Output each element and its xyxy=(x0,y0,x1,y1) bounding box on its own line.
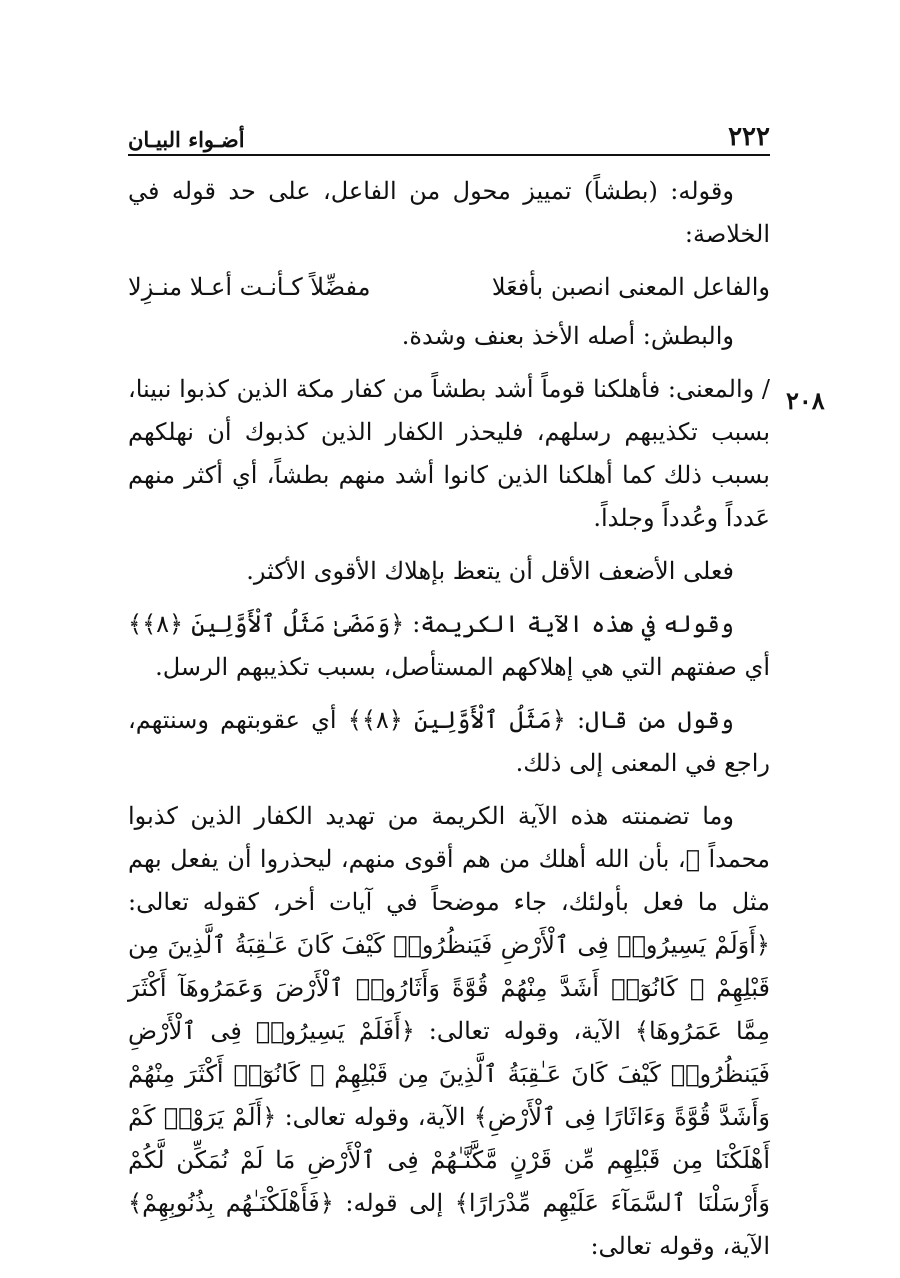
paragraph-threat: وما تضمنته هذه الآية الكريمة من تهديد الكفار الذين كذبوا محمداً ﷺ، بأن الله أهلك من هم أقوى منهم، ليحذروا أن يفعل بهم مثل ما فعل بأولئك، جاء موضحاً في آيات أخر، كقوله تعالى: ﴿أَوَلَمْ يَسِيرُوا۟ فِى ٱلْأَرْضِ فَيَنظُرُوا۟ كَيْفَ كَانَ عَـٰقِبَةُ ٱلَّذِينَ مِن قَبْلِهِمْ ۚ كَانُوٓا۟ أَشَدَّ مِنْهُمْ قُوَّةً وَأَثَارُوا۟ ٱلْأَرْضَ وَعَمَرُوهَآ أَكْثَرَ مِمَّا عَمَرُوهَا﴾ الآية، وقوله تعالى: ﴿أَفَلَمْ يَسِيرُوا۟ فِى ٱلْأَرْضِ فَيَنظُرُوا۟ كَيْفَ كَانَ عَـٰقِبَةُ ٱلَّذِينَ مِن قَبْلِهِمْ ۚ كَانُوٓا۟ أَكْثَرَ مِنْهُمْ وَأَشَدَّ قُوَّةً وَءَاثَارًا فِى ٱلْأَرْضِ﴾ الآية، وقوله تعالى: ﴿أَلَمْ يَرَوْا۟ كَمْ أَهْلَكْنَا مِن قَبْلِهِم مِّن قَرْنٍ مَّكَّنَّـٰهُمْ فِى ٱلْأَرْضِ مَا لَمْ نُمَكِّن لَّكُمْ وَأَرْسَلْنَا ٱلسَّمَآءَ عَلَيْهِم مِّدْرَارًا﴾ إلى قوله: ﴿فَأَهْلَكْنَـٰهُم بِذُنُوبِهِمْ﴾ الآية، وقوله تعالى: xyxy=(128,802,770,1260)
page-body xyxy=(128,170,770,1278)
page-number: ٢٢٢ xyxy=(728,122,770,152)
book-title: أضـواء البيـان xyxy=(128,127,245,152)
verse-first-hemistich: والفاعل المعنى انصبن بأفعَلا xyxy=(491,273,770,301)
paragraph-other-opinion: وقول من قال: ﴿مَثَلُ ٱلْأَوَّلِينَ ﴿٨﴾﴾ أي عقوبتهم وسنتهم، راجع في المعنى إلى ذلك. xyxy=(128,706,770,777)
page-header xyxy=(128,112,770,152)
paragraph-batsh: والبطش: أصله الأخذ بعنف وشدة. xyxy=(401,322,734,350)
header-rule xyxy=(128,154,770,156)
paragraph-lesson: فعلى الأضعف الأقل أن يتعظ بإهلاك الأقوى الأكثر. xyxy=(246,557,734,585)
verse-second-hemistich: مفضِّلاً كـأنـت أعـلا منـزِلا xyxy=(128,273,371,301)
paragraph-meaning: / والمعنى: فأهلكنا قوماً أشد بطشاً من كفار مكة الذين كذبوا نبينا، بسبب تكذيبهم رسلهم، فليحذر الكفار الذين كذبوك أن نهلكهم بسبب ذلك كما أهلكنا الذين كانوا أشد منهم بطشاً، أي أكثر منهم عَدداً وعُدداً وجلداً. xyxy=(128,375,771,532)
paragraph-tamyiz: وقوله: (بطشاً) تمييز محول من الفاعل، على حد قوله في الخلاصة: xyxy=(128,177,770,248)
poetry-verse xyxy=(128,266,770,309)
paragraph-verse-explanation: وقوله في هذه الآية الكريمة: ﴿وَمَضَىٰ مَثَلُ ٱلْأَوَّلِينَ ﴿٨﴾﴾ أي صفتهم التي هي إهلاكهم المستأصل، بسبب تكذيبهم الرسل. xyxy=(128,610,770,681)
margin-page-marker: ٢٠٨ xyxy=(786,386,825,415)
